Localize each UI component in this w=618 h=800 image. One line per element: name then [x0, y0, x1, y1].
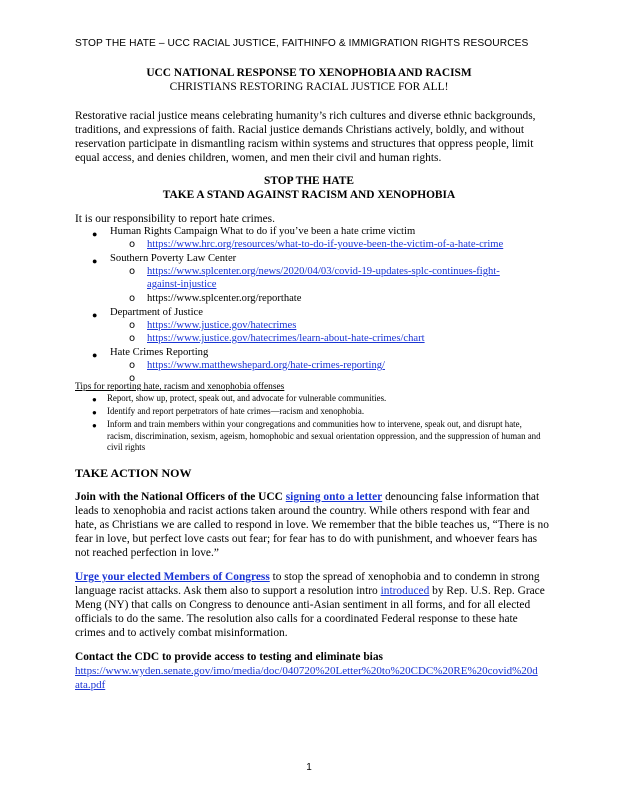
- urge-congress-link[interactable]: Urge your elected Members of Congress: [75, 571, 270, 583]
- tip-item: Identify and report perpetrators of hate crimes—racism and xenophobia.: [107, 406, 365, 416]
- signing-letter-link[interactable]: signing onto a letter: [285, 491, 383, 503]
- bullet-icon: ●: [92, 350, 98, 360]
- cdc-letter-link[interactable]: https://www.wyden.senate.gov/imo/media/doc/040720%20Letter%20to%20CDC%20RE%20covid%20d: [75, 665, 538, 677]
- cdc-letter-link-continued[interactable]: ata.pdf: [75, 679, 106, 691]
- circle-bullet-icon: o: [129, 333, 136, 344]
- doj-hatecrimes-link[interactable]: https://www.justice.gov/hatecrimes: [147, 320, 297, 331]
- join-body: denouncing false information that leads to xenophobia and racist actions taken around the country. While others respond with fear and hate, as Christians we are called to respond in love. We remember that the bible teaches us, “There is no fear in love, but perfect love casts out fear; for fear has to do with punishment, and whoever fears has not reached perfection in love.”: [75, 491, 549, 559]
- bullet-icon: ●: [92, 310, 98, 320]
- circle-bullet-icon: o: [129, 293, 136, 304]
- tips-heading: Tips for reporting hate, racism and xenophobia offenses: [75, 382, 285, 392]
- join-paragraph: [75, 490, 550, 560]
- circle-bullet-icon: o: [129, 239, 136, 250]
- doj-chart-link[interactable]: https://www.justice.gov/hatecrimes/learn-about-hate-crimes/chart: [147, 333, 425, 344]
- splc-covid-link-continued[interactable]: against-injustice: [147, 279, 217, 290]
- main-title: UCC NATIONAL RESPONSE TO XENOPHOBIA AND RACISM: [146, 67, 472, 79]
- matthewshepard-link[interactable]: https://www.matthewshepard.org/hate-crimes-reporting/: [147, 360, 386, 371]
- hrc-link[interactable]: https://www.hrc.org/resources/what-to-do-if-youve-been-the-victim-of-a-hate-crime: [147, 239, 504, 250]
- join-lead: Join with the National Officers of the UCC: [75, 491, 286, 503]
- take-action-heading: TAKE ACTION NOW: [75, 466, 192, 480]
- page-number: 1: [306, 762, 312, 773]
- bullet-icon: ●: [92, 256, 98, 266]
- stop-hate-subtitle: TAKE A STAND AGAINST RACISM AND XENOPHOBIA: [162, 189, 456, 201]
- list-item-splc: Southern Poverty Law Center: [110, 253, 237, 264]
- intro-paragraph: Restorative racial justice means celebrating humanity’s rich cultures and diverse ethnic backgrounds, traditions, and expressions of faith. Racial justice demands Christians actively, boldly, and without reservation participate in dismantling racism within systems and structures that oppress people, limit equal access, and denies children, women, and men their civil and human rights.: [75, 110, 536, 164]
- urge-body-2: by Rep. U.S. Rep. Grace Meng (NY) that calls on Congress to denounce anti-Asian sentiment in all forms, and for all elected officials to do the same. The resolution also calls for a coordinated Federal response to these hate crimes and to actively combat misinformation.: [75, 585, 545, 639]
- running-header: STOP THE HATE – UCC RACIAL JUSTICE, FAITHINFO & IMMIGRATION RIGHTS RESOURCES: [75, 38, 529, 49]
- circle-bullet-icon: o: [129, 373, 136, 384]
- list-item-hate-crimes-reporting: Hate Crimes Reporting: [110, 347, 209, 358]
- urge-paragraph: [75, 570, 550, 640]
- tip-item: Report, show up, protect, speak out, and advocate for vulnerable communities.: [107, 393, 387, 403]
- splc-reporthate-url: https://www.splcenter.org/reporthate: [147, 293, 302, 304]
- stop-hate-title: STOP THE HATE: [264, 175, 354, 187]
- list-item-hrc: Human Rights Campaign What to do if you’ve been a hate crime victim: [110, 226, 416, 237]
- circle-bullet-icon: o: [129, 266, 136, 277]
- bullet-icon: ●: [92, 408, 97, 417]
- responsibility-line: It is our responsibility to report hate crimes.: [75, 213, 275, 225]
- splc-covid-link[interactable]: https://www.splcenter.org/news/2020/04/03/covid-19-updates-splc-continues-fight-: [147, 266, 500, 277]
- cdc-heading: Contact the CDC to provide access to testing and eliminate bias: [75, 651, 383, 663]
- list-item-doj: Department of Justice: [110, 307, 203, 318]
- circle-bullet-icon: o: [129, 320, 136, 331]
- tip-item: Inform and train members within your congregations and communities how to intervene, speak out, and disrupt hate, racism, discrimination, sexism, ageism, homophobic and sexual orientation oppression, and the suppression of human and civil rights: [107, 419, 541, 453]
- introduced-link[interactable]: introduced: [380, 585, 430, 597]
- bullet-icon: ●: [92, 395, 97, 404]
- urge-body-1: to stop the spread of xenophobia and to condemn in strong language racist attacks. Ask them also to support a resolution intro: [75, 571, 540, 597]
- main-subtitle: CHRISTIANS RESTORING RACIAL JUSTICE FOR ALL!: [169, 81, 449, 93]
- circle-bullet-icon: o: [129, 360, 136, 371]
- bullet-icon: ●: [92, 421, 97, 430]
- bullet-icon: ●: [92, 229, 98, 239]
